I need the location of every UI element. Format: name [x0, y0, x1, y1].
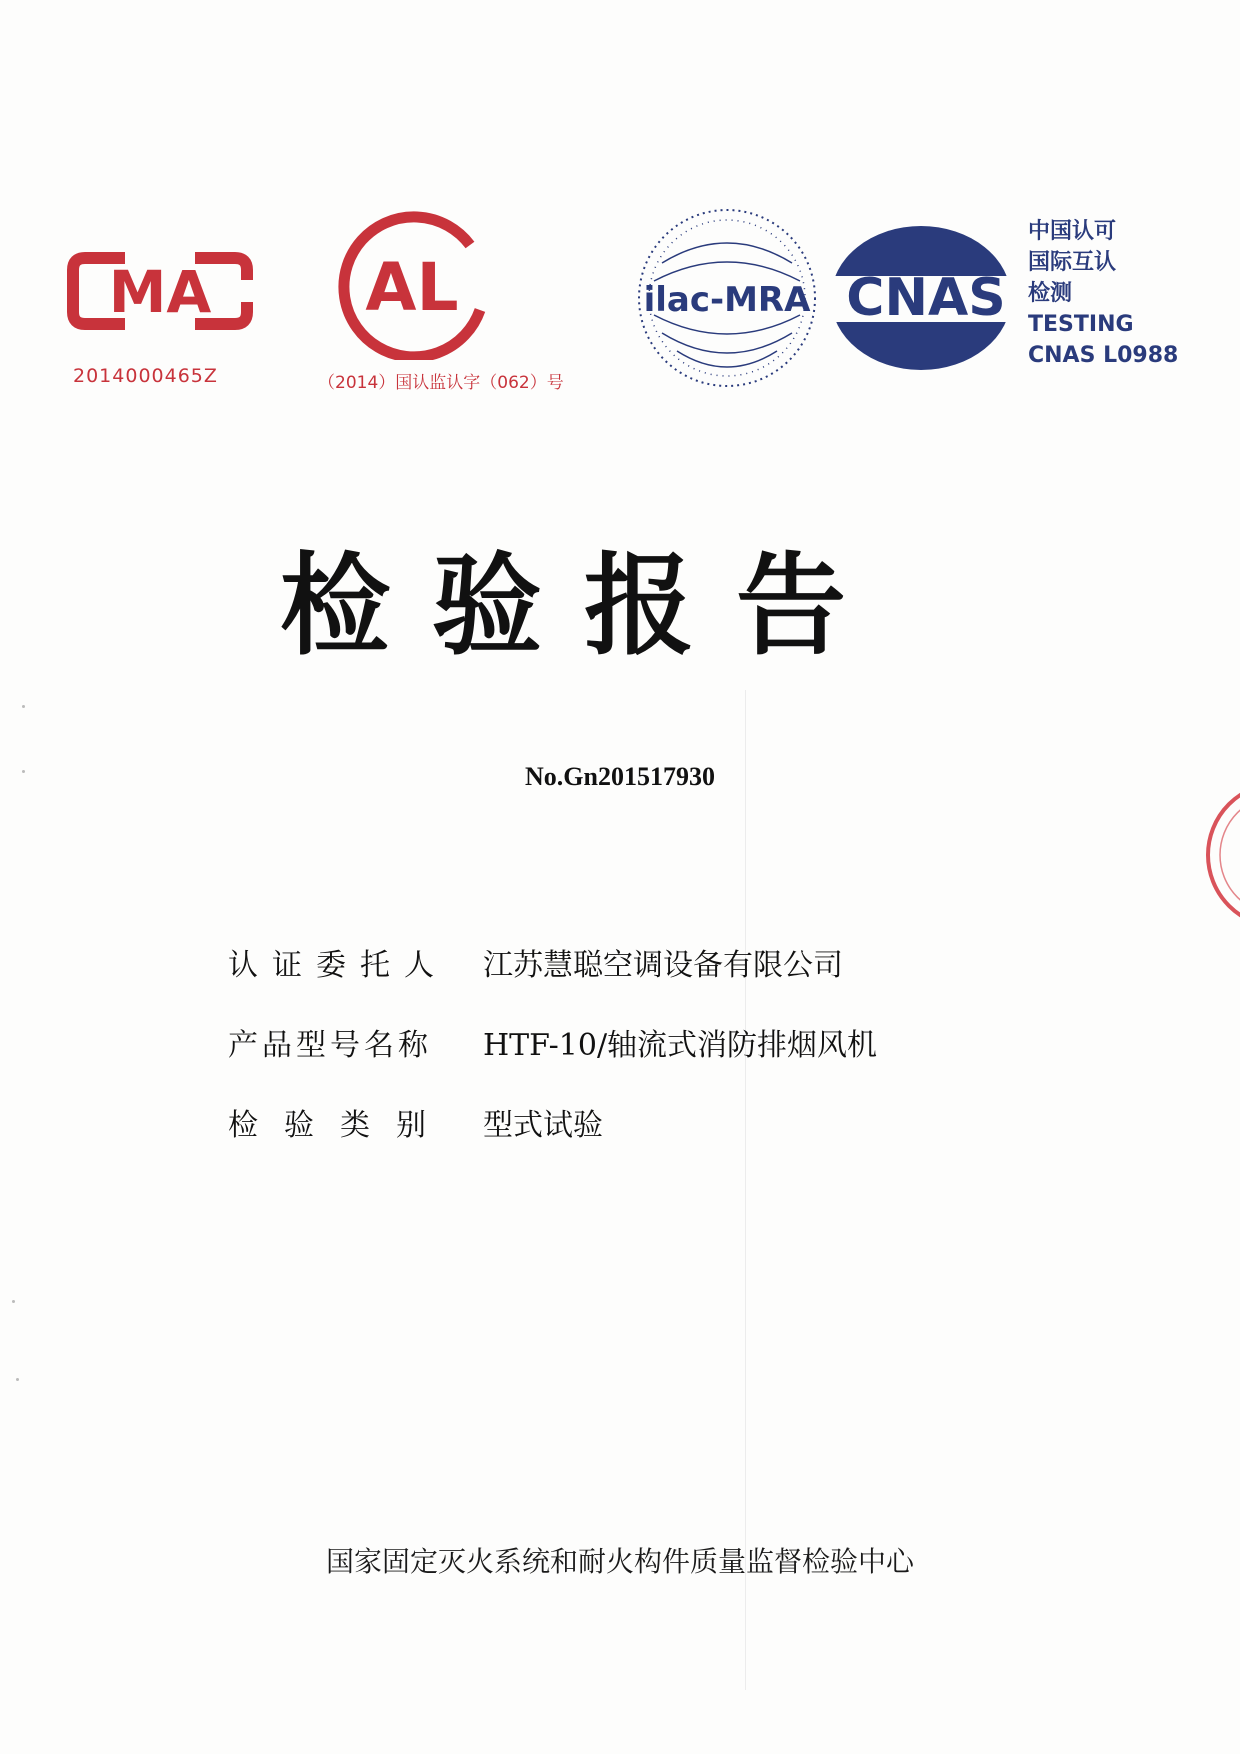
svg-text:AL: AL: [365, 249, 459, 326]
svg-text:MA: MA: [108, 258, 212, 326]
cnas-accreditation-text: [1028, 216, 1178, 371]
cma-mark-icon: [65, 240, 255, 360]
ilac-mra-logo: [632, 203, 822, 393]
cnas-line-1: 中国认可: [1028, 219, 1117, 244]
info-label: 检验类别: [228, 1108, 452, 1143]
cal-code: （2014）国认监认字（062）号: [318, 373, 564, 393]
cal-mark-icon: [330, 210, 500, 360]
cnas-line-3: 检测: [1028, 281, 1073, 306]
svg-text:ilac-MRA: ilac-MRA: [643, 280, 811, 320]
info-value: 江苏慧聪空调设备有限公司: [483, 948, 843, 983]
info-label: 认证委托人: [228, 948, 448, 983]
info-value: HTF-10/轴流式消防排烟风机: [483, 1028, 878, 1063]
scan-speck: [16, 1378, 19, 1381]
cma-code: 2014000465Z: [73, 365, 218, 387]
scan-speck: [12, 1300, 15, 1303]
cnas-mark-icon: [826, 218, 1026, 378]
cnas-line-2: 国际互认: [1028, 250, 1117, 275]
cnas-logo: [826, 218, 1026, 378]
scan-speck: [22, 705, 25, 708]
info-label: 产品型号名称: [228, 1028, 432, 1063]
issuing-organization: 国家固定灭火系统和耐火构件质量监督检验中心: [325, 1545, 914, 1578]
scan-speck: [22, 770, 25, 773]
svg-text:CNAS: CNAS: [846, 268, 1006, 328]
cnas-line-5: CNAS L0988: [1028, 343, 1179, 368]
cal-logo: [318, 210, 564, 400]
report-number: No.Gn201517930: [525, 762, 715, 791]
report-title: 检验报告: [280, 542, 888, 670]
official-stamp-icon: [1195, 770, 1240, 940]
cma-logo: [65, 240, 255, 390]
info-value: 型式试验: [483, 1108, 603, 1143]
cnas-line-4: TESTING: [1028, 312, 1134, 337]
ilac-globe-icon: [632, 203, 822, 393]
